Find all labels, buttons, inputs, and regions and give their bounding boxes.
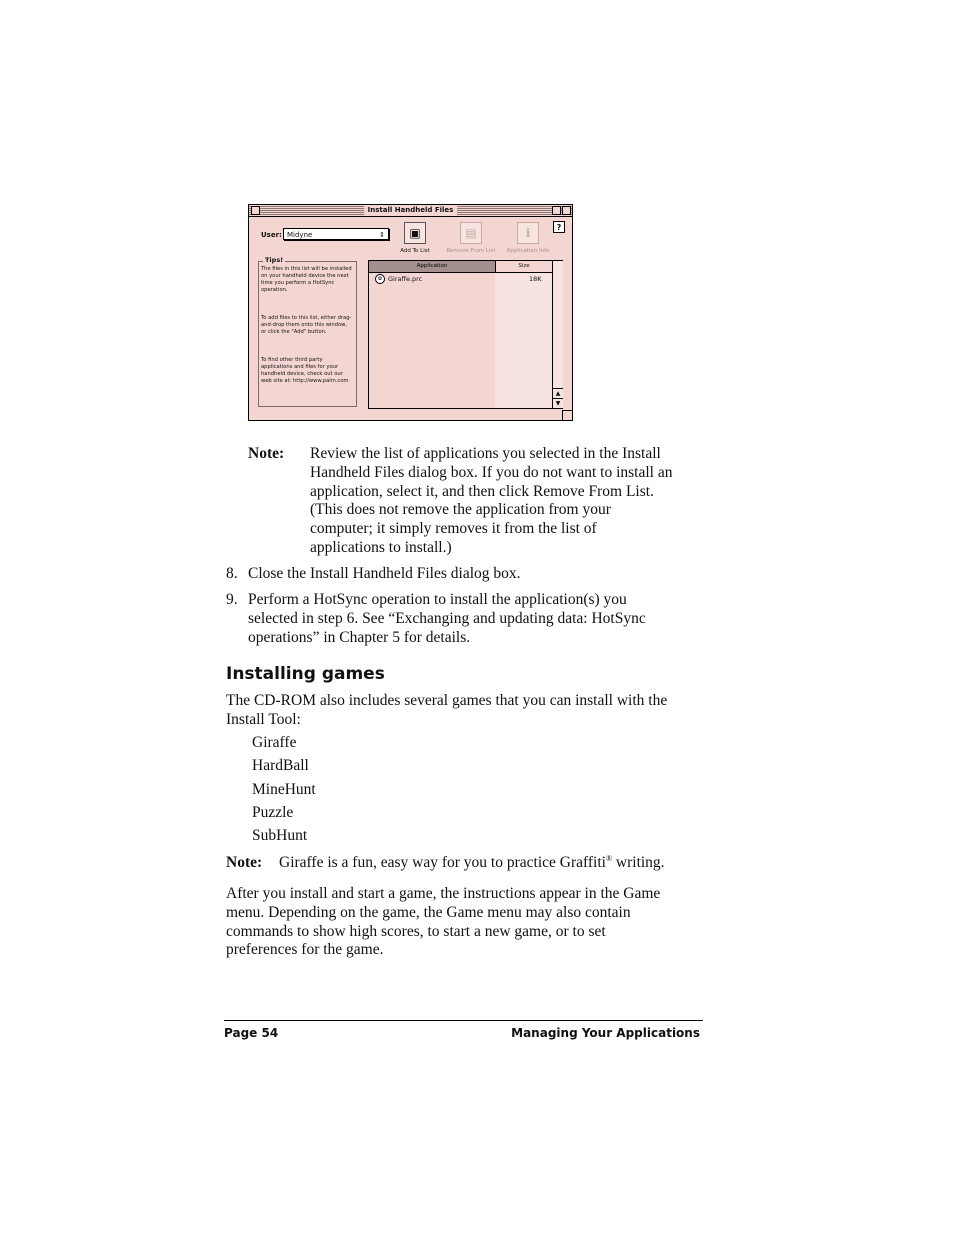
- application-file-icon: ✿: [375, 274, 385, 284]
- closing-paragraph: After you install and start a game, the instructions appear in the Game menu. Depending on the game, the Game menu may also contain commands to show high scores, to start a new game, or to set preferences for the game.: [226, 885, 661, 959]
- note-text: Giraffe is a fun, easy way for you to practice Graffiti® writing.: [279, 853, 665, 871]
- close-box-icon[interactable]: [251, 206, 260, 215]
- help-button[interactable]: ?: [553, 221, 565, 233]
- game-list-item: Puzzle: [252, 804, 294, 821]
- remove-from-list-icon[interactable]: ▤: [460, 222, 482, 244]
- note-label: Note:: [248, 445, 285, 462]
- add-to-list-icon[interactable]: ▣: [404, 222, 426, 244]
- user-label: User:: [261, 231, 282, 239]
- tip-text: To add files to this list, either drag-and-drop them onto this window, or click the "Add" button.: [261, 315, 352, 335]
- file-size: 18K: [529, 275, 542, 283]
- file-list[interactable]: [368, 260, 563, 409]
- collapse-box-icon[interactable]: [562, 206, 571, 215]
- section-intro: The CD-ROM also includes several games that you can install with the Install Tool:: [226, 692, 668, 728]
- list-item[interactable]: [370, 274, 551, 284]
- tip-text: The files in this list will be installed on your handheld device the next time you perform a HotSync operation.: [261, 266, 352, 293]
- step-text: Perform a HotSync operation to install the application(s) you selected in step 6. See “Exchanging and updating data: HotSync operations” in Chapter 5 for details.: [248, 591, 646, 646]
- note-label: Note:: [226, 854, 263, 871]
- add-to-list-label[interactable]: Add To List: [400, 248, 430, 254]
- game-list-item: Giraffe: [252, 734, 297, 751]
- window-title: Install Handheld Files: [364, 205, 458, 216]
- remove-from-list-label[interactable]: Remove From List: [446, 248, 496, 254]
- game-list-item: SubHunt: [252, 827, 308, 844]
- popup-arrows-icon: ⇕: [379, 231, 385, 239]
- column-header-application[interactable]: Application: [369, 261, 496, 273]
- step-text: Close the Install Handheld Files dialog box.: [248, 565, 521, 582]
- scroll-down-icon[interactable]: ▼: [553, 398, 563, 409]
- game-list-item: MineHunt: [252, 781, 316, 798]
- step-number: 8.: [226, 565, 238, 582]
- footer-rule: [224, 1020, 703, 1021]
- application-info-icon[interactable]: ℹ: [517, 222, 539, 244]
- tip-text: To find other third party applications and files for your handheld device, check out our web site at: http://www.palm.com: [261, 357, 349, 384]
- scroll-up-icon[interactable]: ▲: [553, 388, 563, 399]
- chapter-title: Managing Your Applications: [511, 1026, 700, 1040]
- page-number: Page 54: [224, 1026, 279, 1040]
- application-info-label[interactable]: Application Info: [506, 248, 550, 254]
- zoom-box-icon[interactable]: [552, 206, 561, 215]
- user-select-value: Midyne: [287, 231, 313, 239]
- registered-mark: ®: [605, 853, 613, 863]
- user-select[interactable]: [283, 228, 389, 240]
- note-text: Review the list of applications you selected in the Install Handheld Files dialog box. If you do not want to install an application, select it, and then click Remove From List. (This does not remove the application from your computer; it simply removes it from the list of applications to install.): [310, 445, 673, 556]
- file-name: Giraffe.prc: [388, 275, 423, 283]
- game-list-item: HardBall: [252, 757, 309, 774]
- resize-handle[interactable]: [562, 410, 572, 420]
- tips-title: Tips!: [265, 256, 284, 264]
- column-header-size[interactable]: Size: [496, 261, 552, 273]
- section-heading: Installing games: [226, 664, 385, 684]
- vertical-scrollbar[interactable]: [552, 261, 563, 408]
- install-handheld-files-screenshot: [248, 204, 573, 421]
- window-title-bar[interactable]: [249, 205, 572, 217]
- step-number: 9.: [226, 591, 238, 608]
